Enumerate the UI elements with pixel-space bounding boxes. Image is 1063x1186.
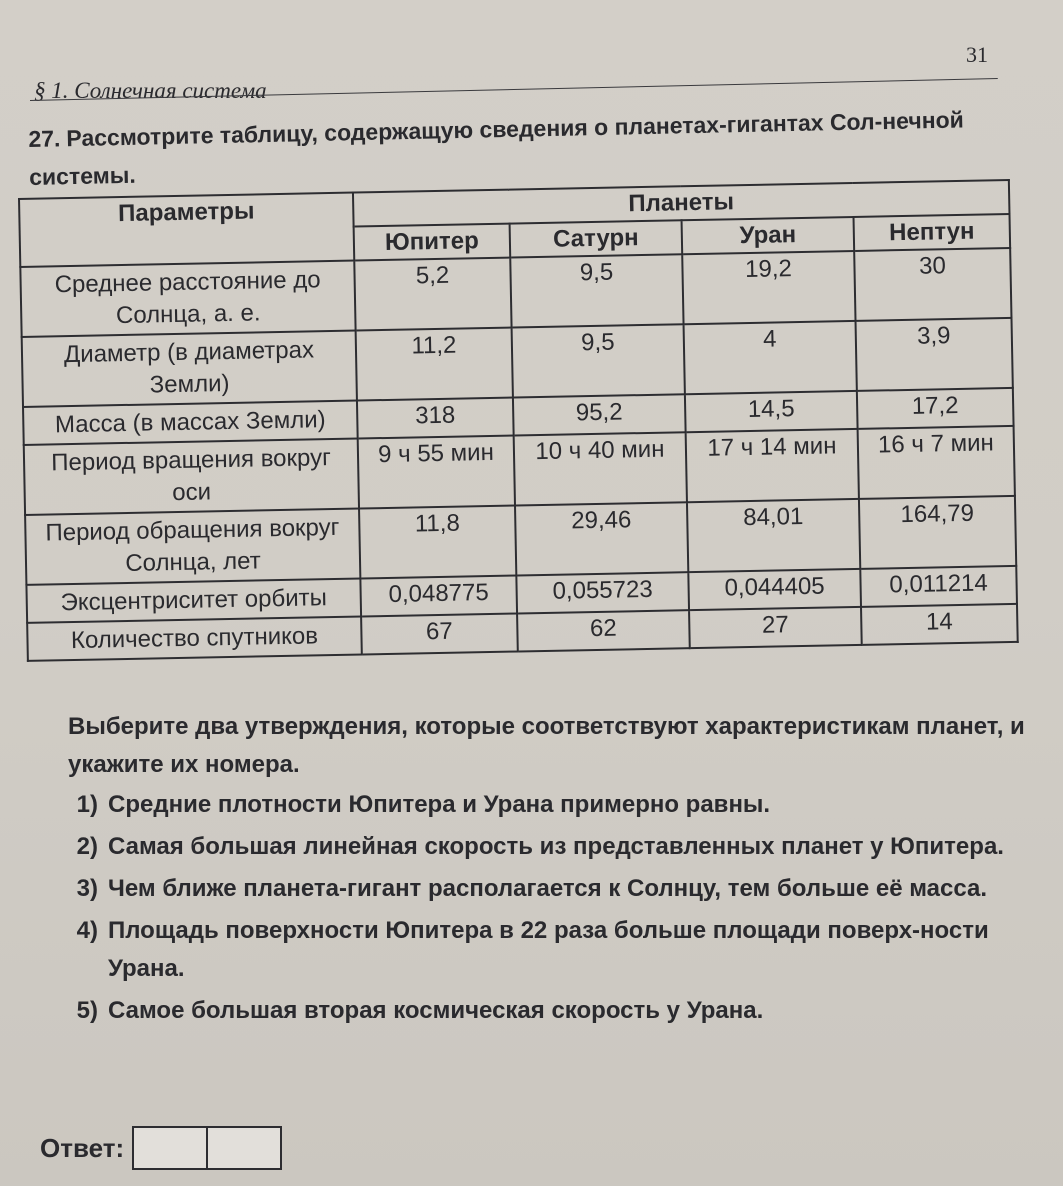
param-cell: Эксцентриситет орбиты [26, 578, 361, 622]
value-cell: 67 [361, 613, 518, 654]
page-number: 31 [966, 42, 988, 67]
value-cell: 14 [861, 604, 1018, 645]
value-cell: 0,055723 [516, 572, 689, 613]
value-cell: 9 ч 55 мин [358, 436, 515, 509]
value-cell: 95,2 [513, 394, 686, 435]
value-cell: 9,5 [510, 254, 683, 327]
value-cell: 29,46 [515, 502, 688, 575]
value-cell: 11,8 [359, 506, 516, 579]
option-number: 5) [76, 997, 98, 1024]
value-cell: 4 [684, 321, 857, 394]
value-cell: 62 [517, 610, 690, 651]
answer-box [132, 1126, 282, 1170]
answer-cell-1[interactable] [134, 1128, 206, 1168]
list-item [20, 828, 1040, 866]
param-cell: Среднее расстояние до Солнца, а. е. [20, 261, 355, 337]
value-cell: 19,2 [682, 251, 855, 324]
value-cell: 84,01 [687, 499, 860, 572]
option-number: 4) [76, 917, 98, 944]
planet-header-jupiter: Юпитер [354, 224, 511, 261]
instruction-text: Выберите два утверждения, которые соответствуют характеристикам планет, и укажите их номера. [68, 713, 1025, 778]
option-text: Средние плотности Юпитера и Урана примерно равны. [108, 791, 771, 818]
value-cell: 3,9 [856, 318, 1013, 391]
value-cell: 17 ч 14 мин [686, 429, 859, 502]
planet-header-neptune: Нептун [854, 214, 1011, 251]
param-cell: Период вращения вокруг оси [24, 439, 359, 515]
option-text: Самое большая вторая космическая скорость у Урана. [108, 997, 764, 1024]
value-cell: 0,044405 [688, 569, 861, 610]
value-cell: 318 [357, 398, 514, 439]
option-text: Чем ближе планета-гигант располагается к Солнцу, тем больше её масса. [108, 875, 988, 902]
list-item [20, 912, 1040, 988]
value-cell: 5,2 [354, 258, 511, 331]
value-cell: 17,2 [857, 388, 1014, 429]
options-list [20, 786, 1040, 1034]
value-cell: 9,5 [512, 324, 685, 397]
answer-row [40, 1126, 282, 1170]
list-item [20, 786, 1040, 824]
value-cell: 30 [854, 248, 1011, 321]
task-text: Рассмотрите таблицу, содержащую сведения о планетах-гигантах Сол-нечной системы. [28, 106, 965, 190]
param-cell: Количество спутников [27, 616, 362, 660]
instruction [20, 708, 1040, 784]
planet-header-saturn: Сатурн [510, 220, 683, 257]
option-number: 1) [76, 791, 98, 818]
value-cell: 164,79 [859, 496, 1016, 569]
planet-header-uranus: Уран [682, 217, 855, 254]
planets-table [18, 179, 1019, 662]
value-cell: 11,2 [356, 328, 513, 401]
value-cell: 27 [689, 607, 862, 648]
answer-cell-2[interactable] [206, 1128, 280, 1168]
param-cell: Масса (в массах Земли) [23, 401, 358, 445]
running-head: § 1. Солнечная система [34, 78, 267, 103]
option-text: Площадь поверхности Юпитера в 22 раза больше площади поверх-ности Урана. [108, 917, 989, 982]
param-cell: Период обращения вокруг Солнца, лет [25, 509, 360, 585]
params-header: Параметры [19, 193, 354, 267]
value-cell: 14,5 [685, 391, 858, 432]
option-number: 2) [76, 833, 98, 860]
task-number: 27. [28, 125, 61, 152]
answer-label: Ответ: [40, 1132, 125, 1163]
value-cell: 10 ч 40 мин [514, 432, 687, 505]
list-item [20, 870, 1040, 908]
value-cell: 0,011214 [860, 566, 1017, 607]
list-item [20, 992, 1040, 1030]
option-number: 3) [76, 875, 98, 902]
value-cell: 16 ч 7 мин [858, 426, 1015, 499]
value-cell: 0,048775 [360, 576, 517, 617]
planets-header: Планеты [353, 180, 1010, 227]
param-cell: Диаметр (в диаметрах Земли) [22, 331, 357, 407]
option-text: Самая большая линейная скорость из представленных планет у Юпитера. [108, 833, 1004, 860]
